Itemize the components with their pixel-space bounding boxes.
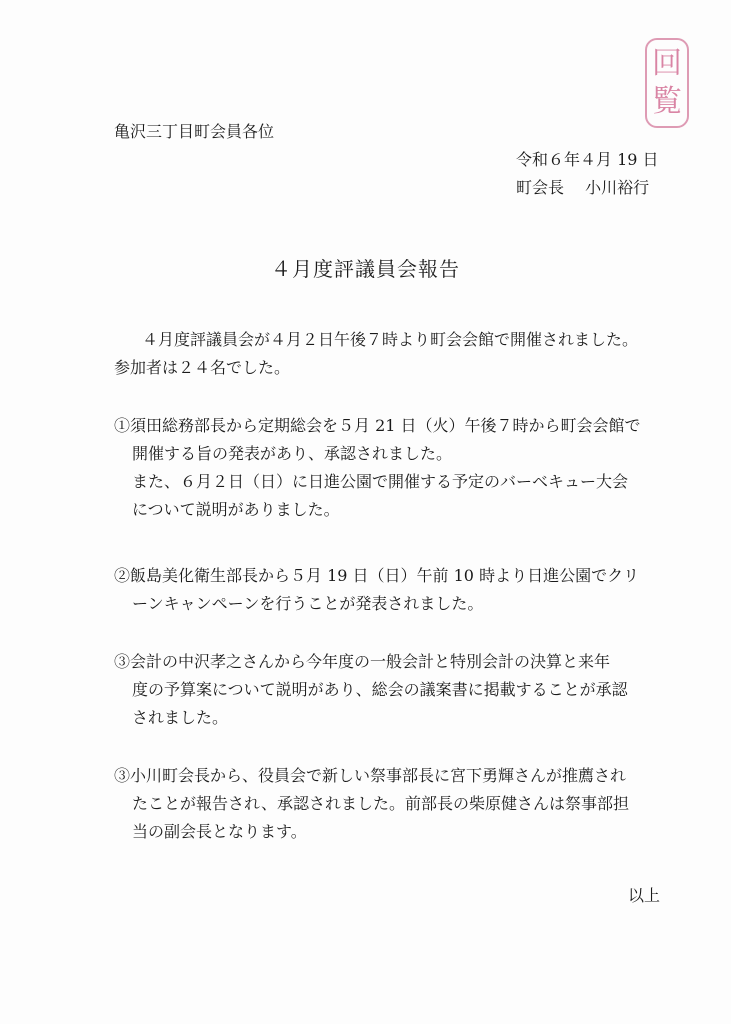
item-line: また、６月２日（日）に日進公園で開催する予定のバーベキュー大会	[132, 472, 629, 491]
intro-line: ４月度評議員会が４月２日午後７時より町会会館で開催されました。	[142, 330, 639, 349]
item-line: ②飯島美化衛生部長から５月 19 日（日）午前 10 時より日進公園でクリ	[114, 566, 640, 585]
item-line: ①須田総務部長から定期総会を５月 21 日（火）午後７時から町会会館で	[114, 416, 641, 435]
item-line: ③小川町会長から、役員会で新しい祭事部長に宮下勇輝さんが推薦され	[114, 766, 627, 785]
item-line: 度の予算案について説明があり、総会の議案書に掲載することが承認	[132, 680, 628, 699]
item-line: 開催する旨の発表があり、承認されました。	[132, 444, 453, 463]
item-line: ③会計の中沢孝之さんから今年度の一般会計と特別会計の決算と来年	[114, 652, 611, 671]
stamp-char: 覧	[652, 84, 682, 119]
sender: 町会長 小川裕行	[516, 178, 650, 197]
item-line: されました。	[132, 708, 229, 727]
stamp-char: 回	[652, 46, 682, 81]
circulation-stamp	[645, 38, 689, 128]
closing: 以上	[628, 886, 661, 905]
intro-line: 参加者は２４名でした。	[114, 358, 291, 377]
document-title: ４月度評議員会報告	[271, 257, 460, 281]
item-line: について説明がありました。	[132, 500, 340, 519]
document-date: 令和６年４月 19 日	[516, 150, 659, 169]
item-line: たことが報告され、承認されました。前部長の柴原健さんは祭事部担	[132, 794, 629, 813]
item-line: ーンキャンペーンを行うことが発表されました。	[132, 594, 484, 613]
addressee: 亀沢三丁目町会員各位	[114, 122, 275, 141]
item-line: 当の副会長となります。	[132, 822, 307, 841]
